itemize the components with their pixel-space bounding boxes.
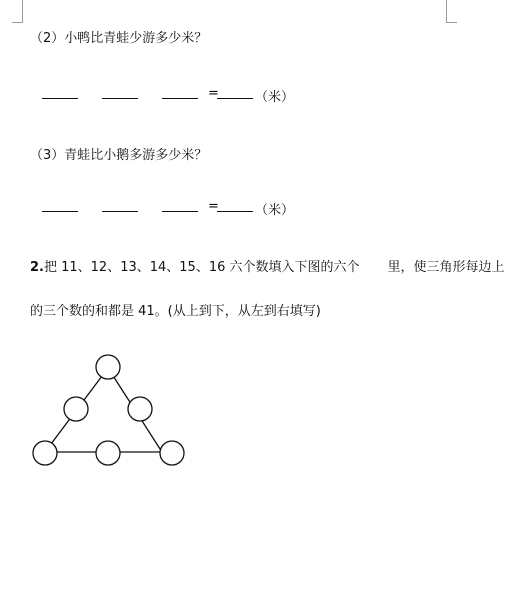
answer-blank[interactable] — [162, 98, 198, 99]
problem-2-line-2: 的三个数的和都是 41。(从上到下，从左到右填写) — [30, 304, 321, 319]
answer-blank[interactable] — [102, 98, 138, 99]
answer-blank[interactable] — [42, 98, 78, 99]
answer-blank[interactable] — [162, 211, 198, 212]
circle-top[interactable] — [96, 355, 120, 379]
answer-row-2 — [40, 199, 340, 219]
margin-corner-mark-right — [446, 0, 457, 23]
circle-bottom-middle[interactable] — [96, 441, 120, 465]
problem-2-text-a: 把 11、12、13、14、15、16 六个数填入下图的六个 — [43, 260, 360, 275]
unit-label: （米） — [255, 90, 295, 105]
problem-2-line-1 — [30, 256, 505, 275]
circle-right-middle[interactable] — [128, 397, 152, 421]
margin-corner-mark-left — [12, 0, 23, 23]
problem-number: 2. — [30, 260, 44, 275]
triangle-circle-diagram — [20, 340, 200, 475]
equals-sign: = — [208, 86, 219, 101]
result-blank[interactable] — [217, 98, 253, 99]
equals-sign: = — [208, 199, 219, 214]
problem-2-text-b: 里，使三角形每边上 — [387, 260, 505, 275]
result-blank[interactable] — [217, 211, 253, 212]
answer-row-1 — [40, 86, 340, 106]
question-2-text: （2）小鸭比青蛙少游多少米？ — [30, 31, 208, 46]
question-3-text: （3）青蛙比小鹅多游多少米？ — [30, 148, 208, 163]
answer-blank[interactable] — [42, 211, 78, 212]
answer-blank[interactable] — [102, 211, 138, 212]
circle-left-middle[interactable] — [64, 397, 88, 421]
circle-bottom-right[interactable] — [160, 441, 184, 465]
circle-bottom-left[interactable] — [33, 441, 57, 465]
unit-label: （米） — [255, 203, 295, 218]
